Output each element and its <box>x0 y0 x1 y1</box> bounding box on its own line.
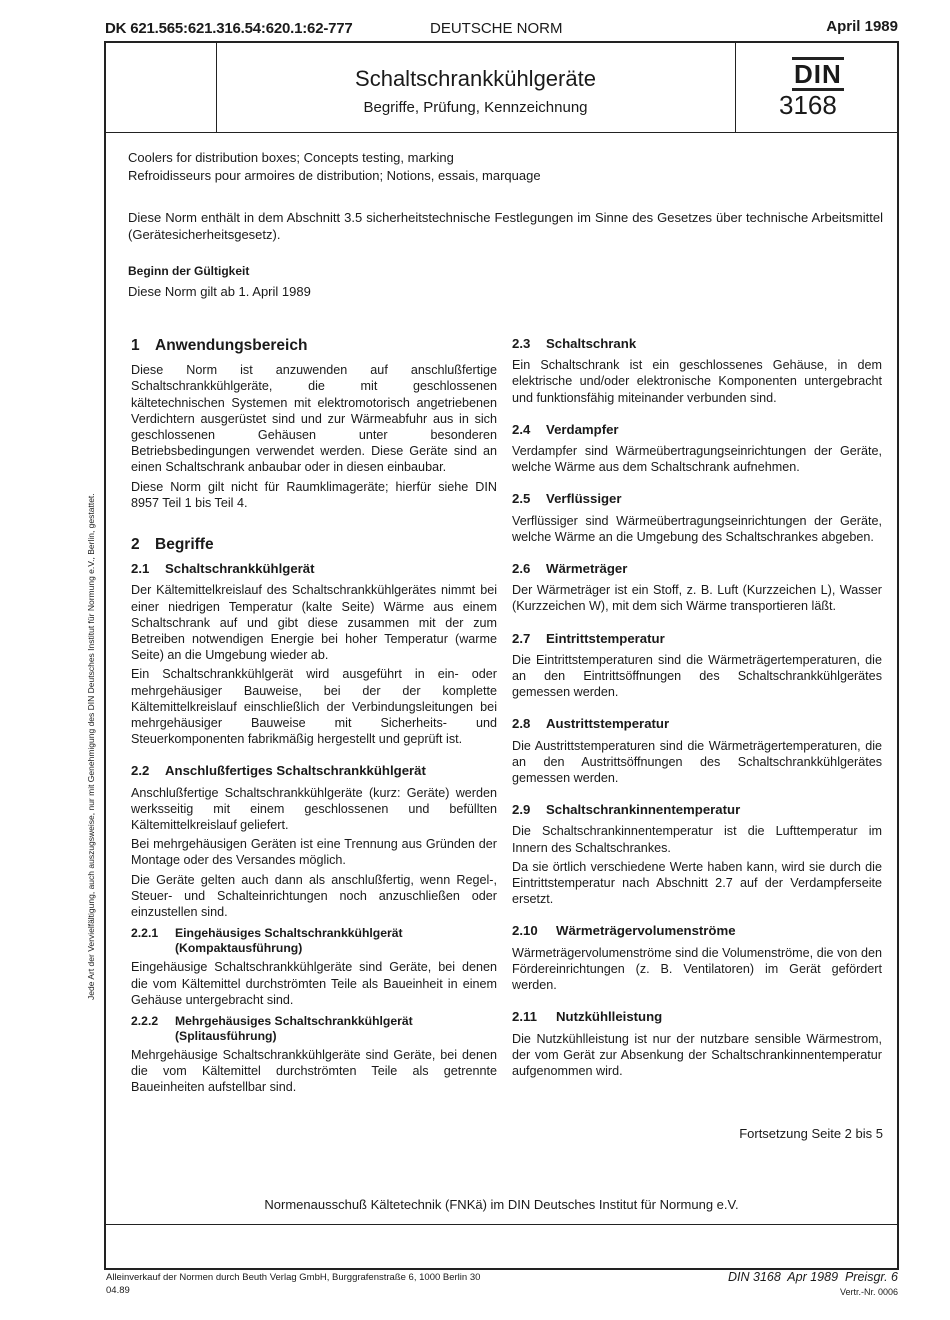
subsection-heading <box>131 561 497 577</box>
section-title: Anwendungsbereich <box>155 337 308 354</box>
subsection-number: 2.11 <box>512 1009 537 1025</box>
subsection-heading <box>512 716 882 732</box>
paragraph: Ein Schaltschrankkühlgerät wird ausgeführt in ein- oder mehrgehäusiger Bauweise, bei der der komplette Kältemittelkreislauf einschließlich der Verbindungsleitungen bei mehrgehäusiger Bauweise mit Sicherheits- und Steuerkomponenten fabrikmäßig hergestellt und geprüft ist. <box>131 667 497 747</box>
publisher-line: Alleinverkauf der Normen durch Beuth Verlag GmbH, Burggrafenstraße 6, 1000 Berlin 30 <box>106 1272 481 1283</box>
subsubsection-title: Mehrgehäusiges Schaltschrankkühlgerät (Splitausführung) <box>175 1013 413 1043</box>
subsection-title: Schaltschrank <box>546 336 637 351</box>
issue-date: April 1989 <box>826 18 898 35</box>
subsection-number: 2.5 <box>512 491 531 507</box>
paragraph: Die Austrittstemperaturen sind die Wärmeträgertemperaturen, die an den Austrittsöffnungen des Schaltschrankkühlgerätes gemessen werden. <box>512 738 882 786</box>
paragraph: Diese Norm gilt nicht für Raumklimageräte; hierfür siehe DIN 8957 Teil 1 bis Teil 4. <box>131 479 497 510</box>
subsection-heading <box>131 763 497 779</box>
paragraph: Wärmeträgervolumenströme sind die Volumenströme, die von den Fördereinrichtungen (z. B. Ventilatoren) im Gerät gefördert werden. <box>512 945 882 993</box>
section-number: 1 <box>131 337 140 354</box>
subsection-number: 2.9 <box>512 802 531 818</box>
section-heading <box>131 338 497 354</box>
paragraph: Der Kältemittelkreislauf des Schaltschrankkühlgerätes nimmt bei einer niedrigen Temperatur (kalte Seite) Wärme aus einem Schaltschrank auf und gibt diese zusammen mit der zum Betreiben notwendigen Energie bei hoher Temperatur (warme Seite) an die Umgebung wieder ab. <box>131 583 497 663</box>
subsection-heading <box>512 631 882 647</box>
subsection-heading <box>512 491 882 507</box>
paragraph: Verflüssiger sind Wärmeübertragungseinrichtungen der Geräte, welche Wärme an die Umgebung des Schaltschrankes abgeben. <box>512 513 882 544</box>
subsection-title: Verflüssiger <box>546 491 622 507</box>
footer-box-rule <box>104 1224 899 1225</box>
paragraph: Der Wärmeträger ist ein Stoff, z. B. Luft (Kurzzeichen L), Wasser (Kurzzeichen W), mit dem sich Wärme transportieren läßt. <box>512 583 882 614</box>
validity-text: Diese Norm gilt ab 1. April 1989 <box>128 284 311 299</box>
paragraph: Bei mehrgehäusigen Geräten ist eine Trennung aus Gründen der Montage oder des Versandes möglich. <box>131 837 497 868</box>
title-french: Refroidisseurs pour armoires de distribution; Notions, essais, marquage <box>128 168 541 183</box>
subsubsection-number: 2.2.2 <box>131 1013 159 1028</box>
subsection-number: 2.10 <box>512 923 538 939</box>
section-number: 2 <box>131 536 140 554</box>
paragraph: Die Eintrittstemperaturen sind die Wärmeträgertemperaturen, die an den Eintrittsöffnungen des Schaltschrankkühlgerätes gemessen werden. <box>512 652 882 700</box>
standards-committee: Normenausschuß Kältetechnik (FNKä) im DIN Deutsches Institut für Normung e.V. <box>264 1197 739 1212</box>
subsection-heading <box>512 1009 882 1025</box>
subsection-heading <box>512 422 882 438</box>
subsection-title: Nutzkühlleistung <box>556 1009 663 1025</box>
subsection-number: 2.2 <box>131 763 150 779</box>
price-group-footer: DIN 3168 Apr 1989 Preisgr. 6 <box>728 1270 898 1284</box>
section-title: Begriffe <box>155 536 214 554</box>
continuation-note: Fortsetzung Seite 2 bis 5 <box>739 1126 883 1141</box>
document-title: Schaltschrankkühlgeräte <box>355 66 596 91</box>
paragraph: Da sie örtlich verschiedene Werte haben kann, wird sie durch die Eintrittstemperatur nach Abschnitt 2.7 auf der Verdampferseite ersetzt. <box>512 859 882 907</box>
din-logo-text: DIN <box>794 59 842 89</box>
paragraph: Verdampfer sind Wärmeübertragungseinrichtungen der Geräte, welche Wärme aus dem Schaltschrank aufnehmen. <box>512 444 882 475</box>
title-box-bottom-rule <box>104 132 899 133</box>
subsection-title: Schaltschrankkühlgerät <box>165 561 315 577</box>
title-divider-left <box>216 43 217 133</box>
subsection-number: 2.3 <box>512 336 531 351</box>
subsection-title: Anschlußfertiges Schaltschrankkühlgerät <box>165 763 426 779</box>
left-column <box>131 338 497 1099</box>
sales-number: Vertr.-Nr. 0006 <box>839 1287 898 1297</box>
publisher-footer <box>106 1271 480 1297</box>
subsection-heading <box>512 336 882 352</box>
copyright-margin-note: Jede Art der Vervielfältigung, auch auszugsweise, nur mit Genehmigung des DIN Deutsches Institut für Normung e.V., Berlin, gestattet. <box>86 493 96 1000</box>
paragraph: Anschlußfertige Schaltschrankkühlgeräte (kurz: Geräte) werden werksseitig mit einem geschlossenen und befüllten Kältemittelkreislauf geliefert. <box>131 785 497 833</box>
subsection-title: Schaltschrankinnentemperatur <box>546 802 741 818</box>
paragraph: Diese Norm ist anzuwenden auf anschlußfertige Schaltschrankkühlgeräte, die mit geschlossenen kältetechnischen Systemen mit elektromotorisch angetriebenen Verdichtern ausgerüstet sind und zur Wärmeabfuhr aus in sich geschlossenen Gehäusen unter besonderen Betriebsbedingungen verwendet werden. Diese Geräte sind an einen Schaltschrank anbaubar oder in diesen einbaubar. <box>131 363 497 475</box>
subsection-heading <box>512 561 882 577</box>
subsection-title: Wärmeträger <box>546 561 628 577</box>
paragraph: Die Schaltschrankinnentemperatur ist die Lufttemperatur im Innern des Schaltschrankes. <box>512 824 882 855</box>
subsubsection-title: Eingehäusiges Schaltschrankkühlgerät (Kompaktausführung) <box>175 926 403 956</box>
subsection-title: Austrittstemperatur <box>546 716 670 732</box>
paragraph: Ein Schaltschrank ist ein geschlossenes Gehäuse, in dem elektrische und/oder elektronische Komponenten untergebracht und funktionsfähig miteinander verbunden sind. <box>512 358 882 405</box>
print-code: 04.89 <box>106 1285 130 1296</box>
subsection-heading <box>512 923 882 939</box>
subsubsection-number: 2.2.1 <box>131 926 159 941</box>
document-subtitle: Begriffe, Prüfung, Kennzeichnung <box>363 99 588 116</box>
subsection-number: 2.1 <box>131 561 150 577</box>
section-heading <box>131 537 497 553</box>
paragraph: Mehrgehäusige Schaltschrankkühlgeräte sind Geräte, bei denen die vom Kältemittel durchströmten Teile als getrennte Baueinheiten aufstellbar sind. <box>131 1047 497 1095</box>
subsection-number: 2.4 <box>512 421 531 437</box>
subsection-title: Eintrittstemperatur <box>546 630 665 646</box>
title-divider-right <box>735 43 736 133</box>
title-english: Coolers for distribution boxes; Concepts testing, marking <box>128 150 454 165</box>
subsection-number: 2.7 <box>512 630 531 646</box>
subsection-title: Verdampfer <box>546 421 619 437</box>
din-number: 3168 <box>779 90 837 120</box>
validity-heading: Beginn der Gültigkeit <box>128 264 250 278</box>
paragraph: Die Geräte gelten auch dann als anschlußfertig, wenn Regel-, Steuer- und Schalteinrichtungen noch anzuschließen oder einzustellen sind. <box>131 872 497 920</box>
intro-paragraph: Diese Norm enthält in dem Abschnitt 3.5 sicherheitstechnische Festlegungen im Sinne des Gesetzes über technische Arbeitsmittel (Gerätesicherheitsgesetz). <box>128 210 883 242</box>
subsubsection-heading <box>131 1014 497 1044</box>
subsection-number: 2.8 <box>512 716 531 732</box>
subsection-title: Wärmeträgervolumenströme <box>556 923 736 939</box>
paragraph: Die Nutzkühlleistung ist nur der nutzbare sensible Wärmestrom, der vom Gerät zur Absenkung der Schaltschrankinnentemperatur aufgenommen wird. <box>512 1031 882 1078</box>
right-column <box>512 336 882 1082</box>
paragraph: Eingehäusige Schaltschrankkühlgeräte sind Geräte, bei denen die vom Kältemittel durchströmten Teile als Baueinheit in einem Gehäuse untergebracht sind. <box>131 960 497 1007</box>
din-logo <box>792 57 844 91</box>
dk-classification: DK 621.565:621.316.54:620.1:62-777 <box>105 20 353 37</box>
subsection-heading <box>512 802 882 818</box>
subsection-number: 2.6 <box>512 561 531 577</box>
norm-label: DEUTSCHE NORM <box>430 20 563 37</box>
subsubsection-heading <box>131 926 497 956</box>
